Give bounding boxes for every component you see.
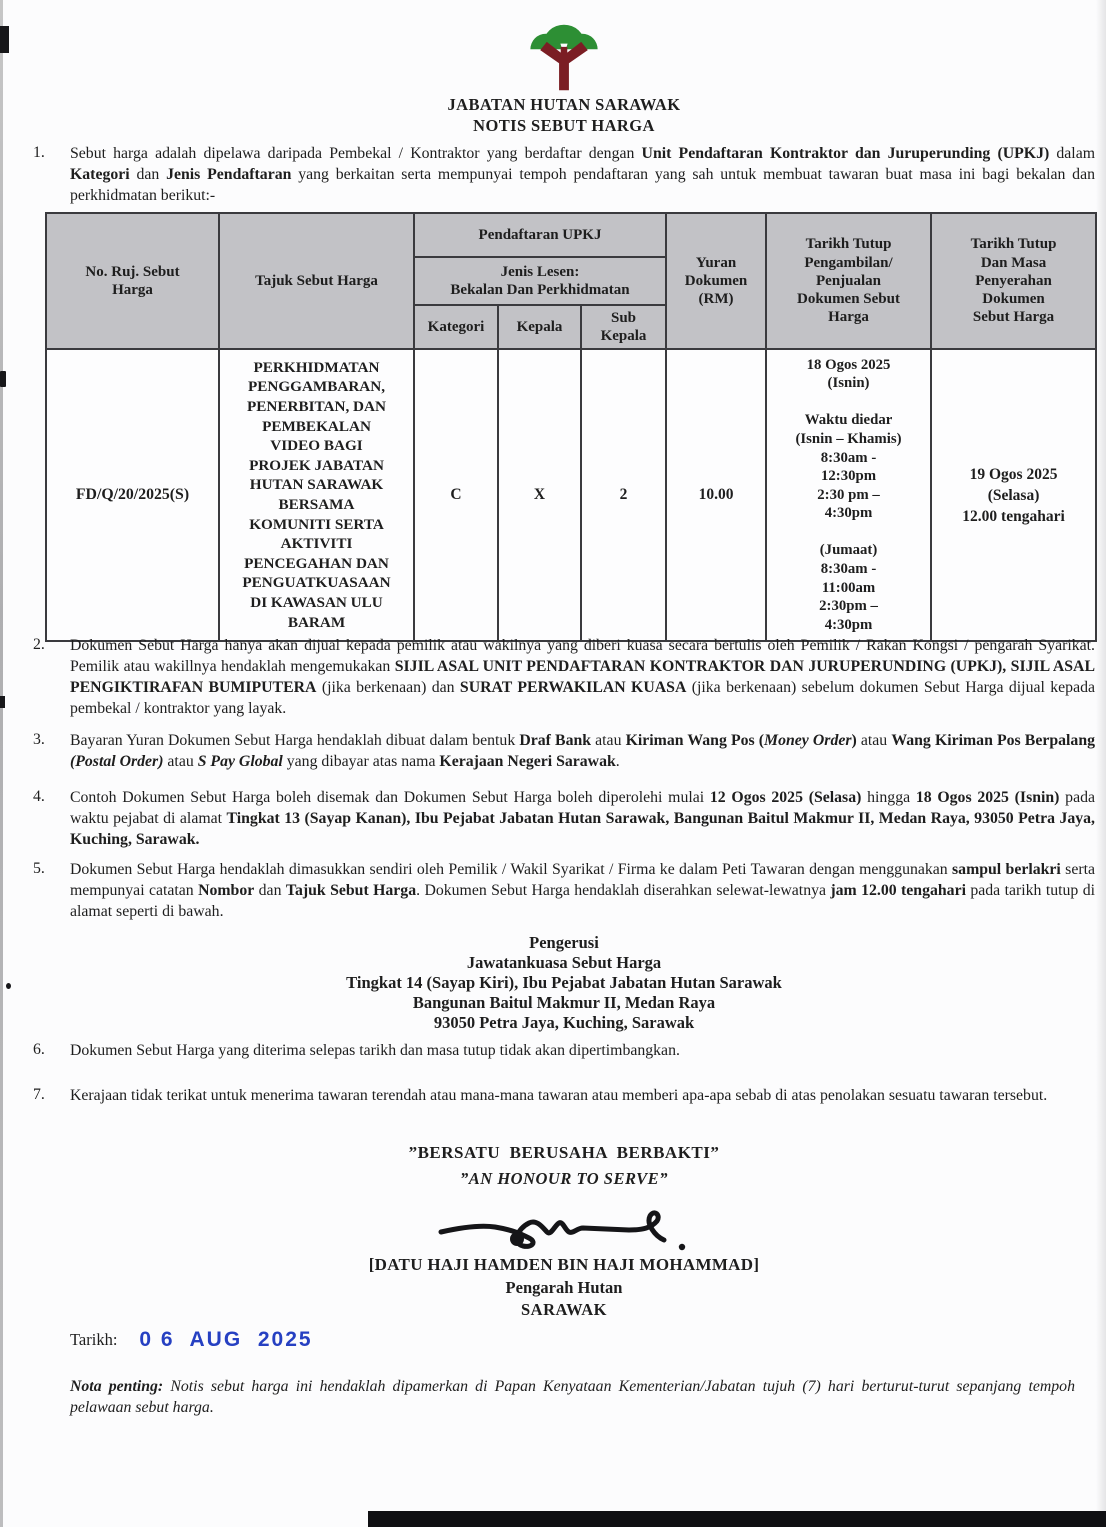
- scan-right-shading: [1096, 0, 1106, 1527]
- paragraph-4: [33, 788, 1095, 851]
- cell-kategori: C: [414, 349, 498, 641]
- forestry-department-tree-logo-icon: [523, 14, 605, 92]
- motto-english: ”AN HONOUR TO SERVE”: [460, 1169, 668, 1188]
- header-tarikh-penyerahan: Tarikh Tutup Dan Masa Penyerahan Dokumen Sebut Harga: [931, 213, 1096, 349]
- cell-tajuk: PERKHIDMATAN PENGGAMBARAN, PENERBITAN, DAN PEMBEKALAN VIDEO BAGI PROJEK JABATAN HUTAN SARAWAK BERSAMA KOMUNITI SERTA AKTIVITI PENCEGAHAN DAN PENGUATKUASAAN DI KAWASAN ULU BARAM: [219, 349, 414, 641]
- paragraph-text: Dokumen Sebut Harga hanya akan dijual kepada pemilik atau wakilnya yang diberi kuasa secara bertulis oleh Pemilik / Rakan Kongsi / pengarah Syarikat. Pemilik atau wakillnya hendaklah mengemukakan SIJIL ASAL UNIT PENDAFTARAN KONTRAKTOR DAN JURUPERUNDING (UPKJ), SIJIL ASAL PENGIKTIRAFAN BUMIPUTERA (jika berkenaan) dan SURAT PERWAKILAN KUASA (jika berkenaan) sebelum dokumen Sebut Harga dijual kepada pembekal / kontraktor yang layak.: [70, 637, 1095, 717]
- header-sub-kepala: Sub Kepala: [581, 305, 666, 349]
- handwritten-signature: [433, 1198, 695, 1256]
- paragraph-number: 4.: [33, 788, 45, 805]
- scan-edge-artifact: [0, 0, 3, 1527]
- paragraph-text: Bayaran Yuran Dokumen Sebut Harga hendaklah dibuat dalam bentuk Draf Bank atau Kiriman Wang Pos (Money Order) atau Wang Kiriman Pos Berpalang (Postal Order) atau S Pay Global yang dibayar atas nama Kerajaan Negeri Sarawak.: [70, 732, 1095, 770]
- paragraph-number: 3.: [33, 731, 45, 748]
- motto-malay: ”BERSATU BERUSAHA BERBAKTI”: [408, 1143, 720, 1162]
- header-tajuk: Tajuk Sebut Harga: [219, 213, 414, 349]
- tender-table: [45, 212, 1097, 642]
- signatory-title: Pengarah Hutan: [505, 1278, 623, 1297]
- cell-kepala: X: [498, 349, 581, 641]
- cell-tarikh-pengambilan: 18 Ogos 2025 (Isnin) Waktu diedar (Isnin – Khamis) 8:30am - 12:30pm 2:30 pm – 4:30pm (Jumaat) 8:30am - 11:00am 2:30pm – 4:30pm: [766, 349, 931, 641]
- motto-block: [33, 1143, 1095, 1189]
- header-kategori: Kategori: [414, 305, 498, 349]
- cell-yuran: 10.00: [666, 349, 766, 641]
- submission-address-block: Pengerusi Jawatankuasa Sebut Harga Tingkat 14 (Sayap Kiri), Ibu Pejabat Jabatan Hutan Sarawak Bangunan Baitul Makmur II, Medan Raya 93050 Petra Jaya, Kuching, Sarawak: [346, 933, 782, 1032]
- scan-artifact: [6, 983, 11, 989]
- date-label: Tarikh:: [70, 1330, 118, 1349]
- paragraph-text: Contoh Dokumen Sebut Harga boleh disemak dan Dokumen Sebut Harga boleh diperolehi mulai 12 Ogos 2025 (Selasa) hingga 18 Ogos 2025 (Isnin) pada waktu pejabat di alamat Tingkat 13 (Sayap Kanan), Ibu Pejabat Jabatan Hutan Sarawak, Bangunan Baitul Makmur II, Medan Raya, 93050 Petra Jaya, Kuching, Sarawak.: [70, 789, 1096, 848]
- paragraph-number: 1.: [33, 144, 45, 161]
- paragraph-2: [33, 636, 1095, 719]
- header-tarikh-pengambilan: Tarikh Tutup Pengambilan/ Penjualan Dokumen Sebut Harga: [766, 213, 931, 349]
- header-no-ruj: No. Ruj. Sebut Harga: [46, 213, 219, 349]
- document-header: [33, 14, 1095, 136]
- paragraph-6: [33, 1041, 1095, 1062]
- paragraph-text: Kerajaan tidak terikat untuk menerima tawaran terendah atau mana-mana tawaran atau memberi apa-apa sebab di atas penolakan sesuatu tawaran tersebut.: [70, 1087, 1048, 1104]
- header-yuran: Yuran Dokumen (RM): [666, 213, 766, 349]
- important-note: Nota penting: Notis sebut harga ini hendaklah dipamerkan di Papan Kenyataan Kementerian/Jabatan tujuh (7) hari berturut-turut sepanjang tempoh pelawaan sebut harga.: [70, 1378, 1075, 1417]
- paragraph-text: Dokumen Sebut Harga hendaklah dimasukkan sendiri oleh Pemilik / Wakil Syarikat / Firma ke dalam Peti Tawaran dengan menggunakan sampul berlakri serta mempunyai catatan Nombor dan Tajuk Sebut Harga. Dokumen Sebut Harga hendaklah diserahkan selewat-lewatnya jam 12.00 tengahari pada tarikh tutup di alamat seperti di bawah.: [70, 861, 1095, 920]
- tender-table-wrap: [45, 212, 1097, 642]
- cell-no-ruj: FD/Q/20/2025(S): [46, 349, 219, 641]
- paragraph-text: Dokumen Sebut Harga yang diterima selepas tarikh dan masa tutup tidak akan dipertimbangkan.: [70, 1042, 680, 1059]
- document-content: [33, 0, 1095, 1527]
- doc-title: NOTIS SEBUT HARGA: [473, 116, 655, 135]
- paragraph-number: 2.: [33, 636, 45, 653]
- date-row: [70, 1330, 313, 1352]
- scan-artifact: [0, 371, 6, 387]
- paragraph-1: [33, 144, 1095, 207]
- header-pendaftaran-upkj: Pendaftaran UPKJ: [414, 213, 666, 257]
- cell-sub-kepala: 2: [581, 349, 666, 641]
- cell-tarikh-penyerahan: 19 Ogos 2025 (Selasa) 12.00 tengahari: [931, 349, 1096, 641]
- paragraph-text: Sebut harga adalah dipelawa daripada Pembekal / Kontraktor yang berdaftar dengan Unit Pendaftaran Kontraktor dan Juruperunding (UPKJ) dalam Kategori dan Jenis Pendaftaran yang berkaitan serta mempunyai tempoh pendaftaran yang sah untuk membuat tawaran buat masa ini bagi bekalan dan perkhidmatan berikut:-: [70, 145, 1095, 204]
- paragraph-7: [33, 1086, 1095, 1107]
- scan-artifact: [0, 696, 5, 708]
- signature-block: [33, 1198, 1095, 1261]
- paragraph-number: 6.: [33, 1041, 45, 1058]
- paragraph-number: 5.: [33, 860, 45, 877]
- signatory-name: [DATU HAJI HAMDEN BIN HAJI MOHAMMAD]: [368, 1255, 760, 1274]
- header-jenis-lesen: Jenis Lesen: Bekalan Dan Perkhidmatan: [414, 257, 666, 305]
- header-kepala: Kepala: [498, 305, 581, 349]
- paragraph-5: [33, 860, 1095, 923]
- table-row: [46, 349, 1096, 641]
- signatory-block: [33, 1255, 1095, 1320]
- scan-artifact: [0, 26, 9, 53]
- paragraph-3: [33, 731, 1095, 773]
- paragraph-number: 7.: [33, 1086, 45, 1103]
- date-stamp: 0 6 AUG 2025: [139, 1328, 313, 1351]
- org-title: JABATAN HUTAN SARAWAK: [447, 95, 681, 114]
- signatory-org: SARAWAK: [520, 1300, 608, 1319]
